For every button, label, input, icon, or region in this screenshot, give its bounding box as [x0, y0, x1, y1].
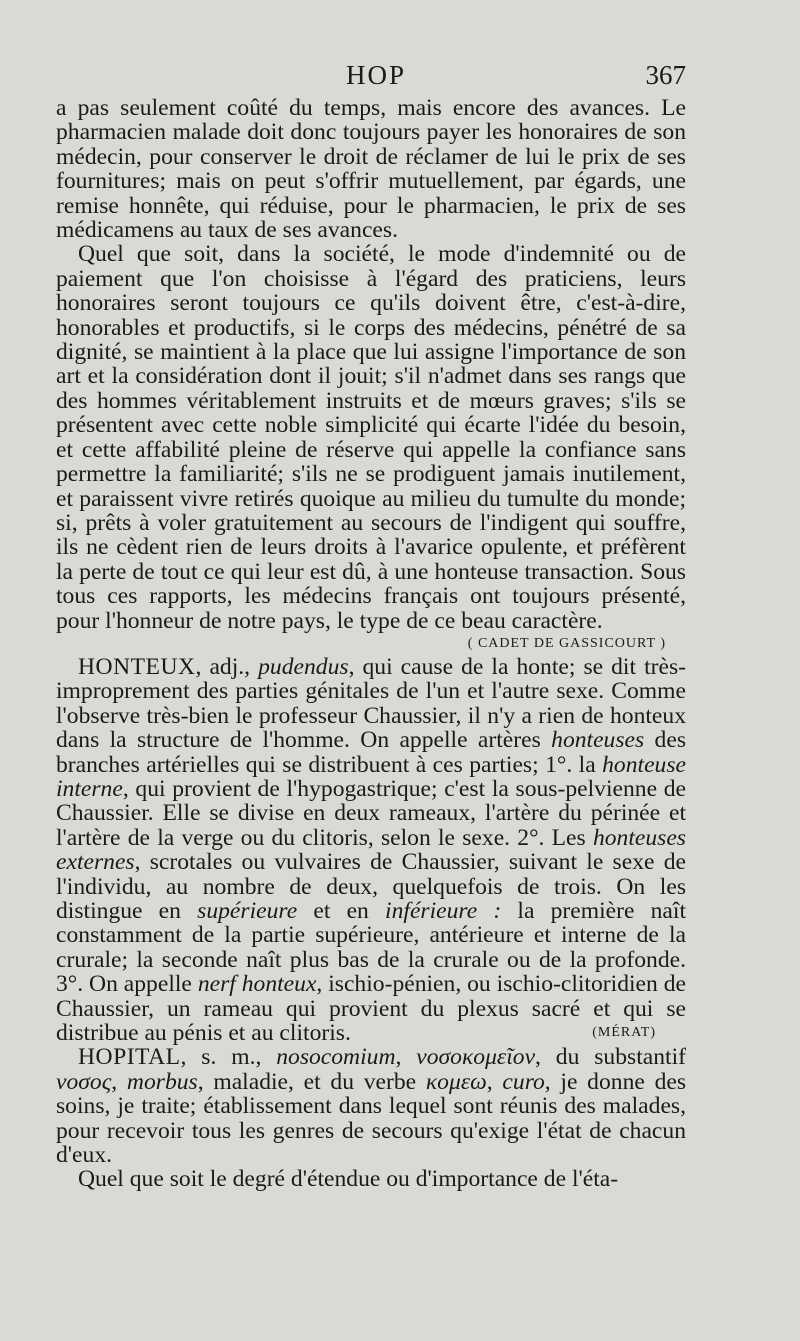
- italic-term: honteuse interne: [56, 751, 686, 802]
- entry-headword-honteux: HONTEUX: [78, 653, 196, 680]
- entry-text: , s. m.,: [180, 1044, 277, 1071]
- italic-term: supérieure: [197, 898, 298, 924]
- entry-text: des branches artérielles qui se distribuent à ces parties; 1°. la: [56, 727, 686, 778]
- paragraph-honoraires: Quel que soit, dans la société, le mode d'indemnité ou de paiement que l'on choisisse à l'égard des praticiens, leurs honoraires seront toujours ce qu'ils doivent être, c'est-à-dire, honorables et productifs, si le corps des médecins, pénétré de sa dignité, se maintient à la place que lui assigne l'importance de son art et la considération dont il jouit; s'il n'admet dans ses rangs que des hommes véritablement instruits et de mœurs graves; s'ils se présentent avec cette noble simplicité qui écarte l'idée du besoin, et cette affabilité pleine de réserve qui appelle la confiance sans permettre la familiarité; s'ils ne se prodiguent jamais inutilement, et paraissent vivre retirés quoique au milieu du tumulte du monde; si, prêts à voler gratuitement au secours de l'indigent qui souffre, ils ne cèdent rien de leurs droits à l'avarice opulente, et préfèrent la perte de tout ce qui leur est dû, à une honteuse transaction. Sous tous ces rapports, les médecins français ont toujours présenté, pour l'honneur de notre pays, le type de ce beau caractère.: [56, 241, 686, 634]
- entry-text: , qui cause de la honte; se dit très-improprement des parties génitales de l'un et l'autre sexe. Comme l'observe très-bien le professeur Chaussier, il n'y a rien de honteux dans la structure de l'homme. On appelle artères: [56, 653, 686, 754]
- running-header: [56, 60, 686, 94]
- author-signature-merat: (MÉRAT): [592, 1025, 656, 1041]
- paragraph-continuation: a pas seulement coûté du temps, mais encore des avances. Le pharmacien malade doit donc toujours payer les honoraires de son médecin, pour conserver le droit de réclamer de lui le prix de ses fournitures; mais on peut s'offrir mutuellement, par égards, une remise honnête, qui réduise, pour le pharmacien, le prix de ses médicamens au taux de ses avances.: [56, 95, 686, 244]
- entry-headword-hopital: HOPITAL: [78, 1044, 181, 1071]
- paragraph-hopital-continued: Quel que soit le degré d'étendue ou d'importance de l'éta-: [78, 1166, 619, 1193]
- latin-term: curo: [502, 1068, 545, 1095]
- latin-term: morbus: [126, 1068, 198, 1095]
- entry-text: , maladie, et du verbe: [197, 1068, 426, 1095]
- author-signature-cadet: ( CADET DE GASSICOURT ): [467, 635, 666, 651]
- entry-text: , du substantif: [535, 1044, 686, 1071]
- entry-text: ,: [111, 1068, 127, 1095]
- latin-term: pudendus: [258, 653, 349, 680]
- greek-term: νοσος: [56, 1068, 112, 1095]
- entry-text: , scrotales ou vulvaires de Chaussier, suivant le sexe de l'individu, au nombre de deux, quelquefois de trois. On les distingue en: [56, 849, 686, 924]
- italic-term: inférieure :: [385, 898, 502, 924]
- italic-term: honteuses externes: [56, 824, 686, 876]
- page-number: 367: [645, 60, 686, 90]
- latin-term: nosocomium: [276, 1044, 396, 1071]
- italic-term: nerf honteux: [197, 971, 317, 998]
- entry-text: ,: [486, 1068, 503, 1095]
- entry-text: , adj.,: [195, 653, 259, 680]
- text-body: [56, 96, 686, 1192]
- entry-text: , ischio-pénien, ou ischio-clitoridien de Chaussier, un rameau qui provient du plexus sacré et qui se distribue au pénis et au clitoris.: [56, 971, 686, 1047]
- entry-text: ,: [395, 1044, 417, 1071]
- entry-honteux: [56, 655, 686, 1046]
- entry-text: la première naît constamment de la partie supérieure, antérieure et interne de la crurale; la seconde naît plus bas de la crurale ou de la profonde. 3°. On appelle: [56, 898, 687, 998]
- entry-hopital: [56, 1045, 686, 1167]
- greek-term: νοσοκομεῖον: [416, 1044, 536, 1071]
- entry-text: , je donne des soins, je traite; établissement dans lequel sont réunis des malades, pour recevoir tous les genres de secours qu'exige l'état de chacun d'eux.: [56, 1068, 687, 1169]
- entry-text: , qui provient de l'hypogastrique; c'est la sous-pelvienne de Chaussier. Elle se divise en deux rameaux, l'artère du périnée et l'artère de la verge ou du clitoris, selon le sexe. 2°. Les: [56, 775, 686, 851]
- greek-term: κομεω: [425, 1068, 487, 1095]
- entry-text: et en: [297, 898, 386, 924]
- italic-term: honteuses: [551, 727, 645, 754]
- running-title: HOP: [346, 60, 407, 90]
